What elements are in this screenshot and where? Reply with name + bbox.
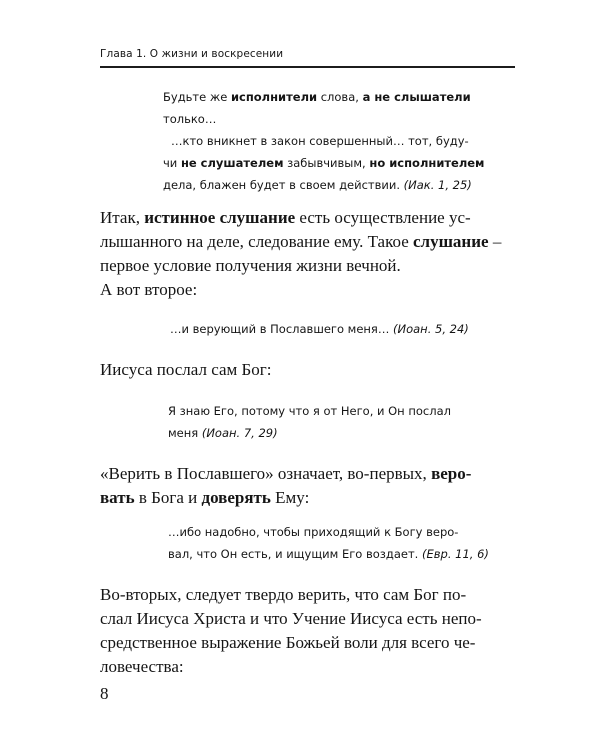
quote-block-hebrews <box>168 521 489 565</box>
text-line: ловечества: <box>100 657 184 676</box>
text-line: Итак, истинное слушание есть осуществление ус- <box>100 208 471 227</box>
paragraph-secondly <box>100 583 482 679</box>
quote-line: Будьте же исполнители слова, а не слышатели <box>163 90 471 104</box>
header-rule <box>100 66 515 68</box>
quote-line: вал, что Он есть, и ищущим Его воздает. (Евр. 11, 6) <box>168 547 489 561</box>
quote-line: …кто вникнет в закон совершенный… тот, буду- <box>171 134 469 148</box>
text-line: вать в Бога и доверять Ему: <box>100 488 310 507</box>
quote-line: …и верующий в Пославшего меня… (Иоан. 5, 24) <box>170 322 469 336</box>
text-line: Иисуса послал сам Бог: <box>100 360 272 379</box>
citation: (Иоан. 5, 24) <box>393 322 469 336</box>
text-line: средственное выражение Божьей воли для всего че- <box>100 633 476 652</box>
text-line: Во-вторых, следует твердо верить, что сам Бог по- <box>100 585 467 604</box>
quote-block-james <box>163 86 484 196</box>
quote-line: меня (Иоан. 7, 29) <box>168 426 278 440</box>
text-line: «Верить в Пославшего» означает, во-первых, веро- <box>100 464 472 483</box>
quote-block-john-5-24 <box>170 318 469 340</box>
text-line: А вот второе: <box>100 280 198 299</box>
paragraph-believe-in-sender <box>100 462 471 510</box>
quote-line: дела, блажен будет в своем действии. (Иак. 1, 25) <box>163 178 472 192</box>
quote-block-john-7-29 <box>168 400 451 444</box>
text-line: слал Иисуса Христа и что Учение Иисуса есть непо- <box>100 609 482 628</box>
citation: (Иоан. 7, 29) <box>201 426 278 440</box>
quote-line: чи не слушателем забывчивым, но исполнителем <box>163 156 485 170</box>
page-number: 8 <box>100 684 109 703</box>
text-line: лышанного на деле, следование ему. Такое слушание – <box>100 232 502 251</box>
citation: (Иак. 1, 25) <box>403 178 472 192</box>
paragraph-true-hearing <box>100 206 501 302</box>
paragraph-sent-by-god <box>100 358 272 382</box>
running-head: Глава 1. О жизни и воскресении <box>100 48 284 60</box>
quote-line: только… <box>163 112 217 126</box>
quote-line: Я знаю Его, потому что я от Него, и Он послал <box>168 404 451 418</box>
text-line: первое условие получения жизни вечной. <box>100 256 401 275</box>
citation: (Евр. 11, 6) <box>421 547 489 561</box>
quote-line: …ибо надобно, чтобы приходящий к Богу веро- <box>168 525 459 539</box>
